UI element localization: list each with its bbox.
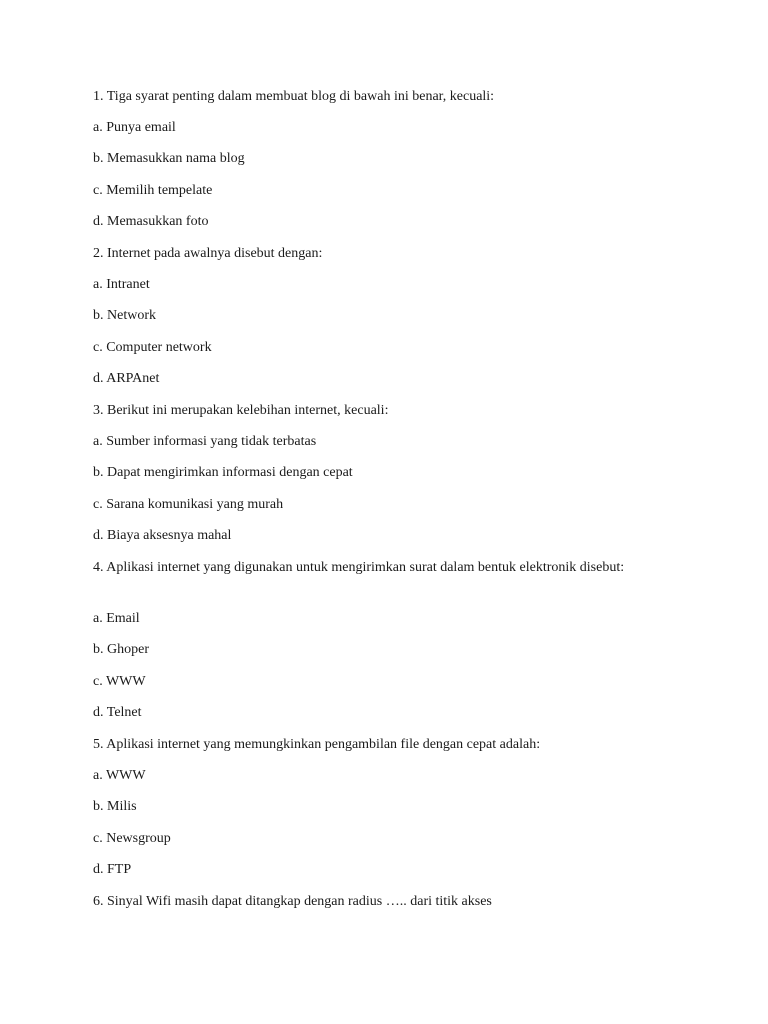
question-5-option-d: d. FTP bbox=[93, 862, 132, 877]
question-1-option-c: c. Memilih tempelate bbox=[93, 183, 213, 198]
question-2-option-d: d. ARPAnet bbox=[93, 371, 160, 386]
question-2-option-a: a. Intranet bbox=[93, 277, 150, 292]
question-4: 4. Aplikasi internet yang digunakan untuk mengirimkan surat dalam bentuk elektronik disebut: bbox=[93, 560, 625, 575]
question-3-option-c: c. Sarana komunikasi yang murah bbox=[93, 497, 284, 512]
question-5-option-a: a. WWW bbox=[93, 768, 146, 783]
question-4-option-c: c. WWW bbox=[93, 674, 146, 689]
question-3-option-a: a. Sumber informasi yang tidak terbatas bbox=[93, 434, 317, 449]
question-2-option-b: b. Network bbox=[93, 308, 156, 323]
question-4-option-b: b. Ghoper bbox=[93, 642, 149, 657]
question-5-option-c: c. Newsgroup bbox=[93, 831, 171, 846]
question-2: 2. Internet pada awalnya disebut dengan: bbox=[93, 246, 323, 261]
question-3-option-d: d. Biaya aksesnya mahal bbox=[93, 528, 232, 543]
question-2-option-c: c. Computer network bbox=[93, 340, 212, 355]
question-1-option-b: b. Memasukkan nama blog bbox=[93, 151, 245, 166]
question-5-option-b: b. Milis bbox=[93, 799, 137, 814]
question-1-option-a: a. Punya email bbox=[93, 120, 176, 135]
question-4-option-a: a. Email bbox=[93, 611, 140, 626]
question-3-option-b: b. Dapat mengirimkan informasi dengan cepat bbox=[93, 465, 353, 480]
question-1: 1. Tiga syarat penting dalam membuat blog di bawah ini benar, kecuali: bbox=[93, 89, 495, 104]
question-3: 3. Berikut ini merupakan kelebihan internet, kecuali: bbox=[93, 403, 389, 418]
question-6: 6. Sinyal Wifi masih dapat ditangkap dengan radius ….. dari titik akses bbox=[93, 894, 492, 909]
question-4-option-d: d. Telnet bbox=[93, 705, 142, 720]
question-1-option-d: d. Memasukkan foto bbox=[93, 214, 209, 229]
question-5: 5. Aplikasi internet yang memungkinkan pengambilan file dengan cepat adalah: bbox=[93, 737, 541, 752]
